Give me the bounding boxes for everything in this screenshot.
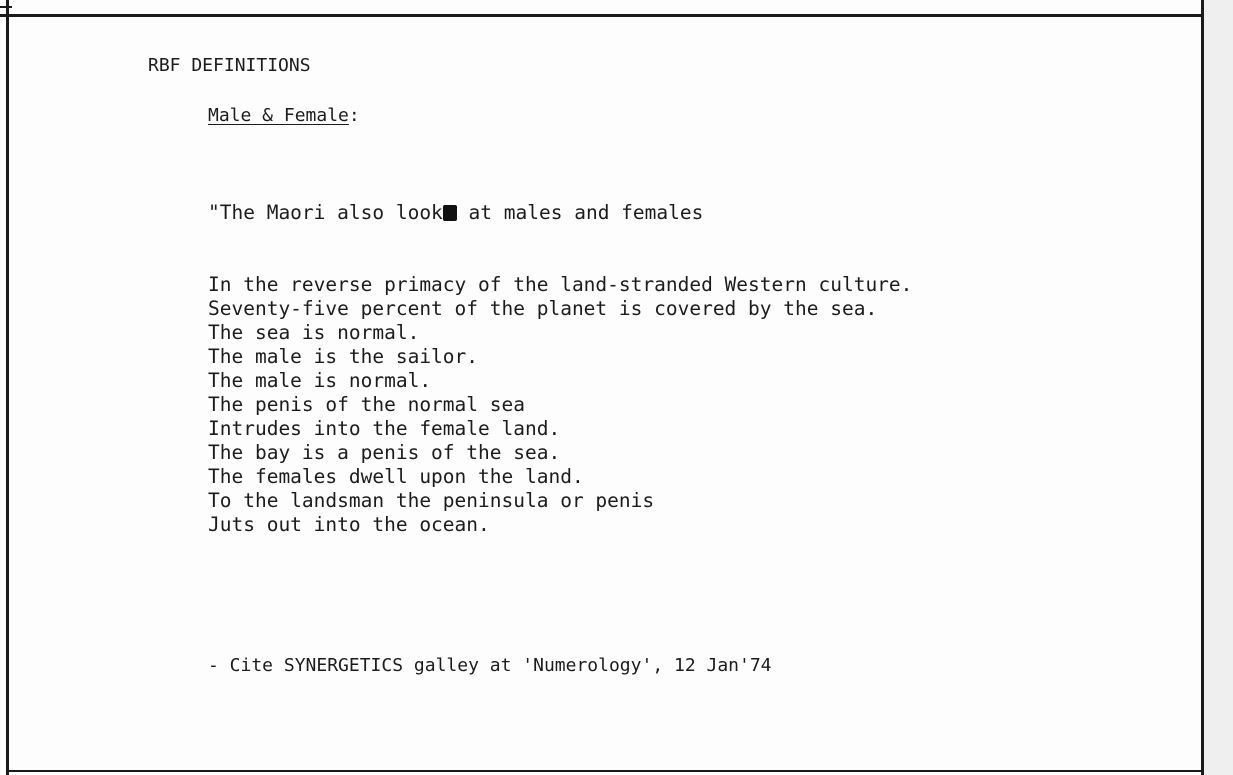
poem-line: The bay is a penis of the sea. bbox=[208, 441, 561, 464]
poem-line: The male is the sailor. bbox=[208, 345, 479, 368]
section-heading bbox=[208, 104, 360, 128]
section-heading-label: Male & Female bbox=[208, 105, 349, 126]
poem-line: To the landsman the peninsula or penis bbox=[208, 489, 655, 512]
poem-line: The females dwell upon the land. bbox=[208, 465, 584, 488]
citation-line: - Cite SYNERGETICS galley at 'Numerology', 12 Jan'74 bbox=[208, 655, 772, 676]
poem-line: Juts out into the ocean. bbox=[208, 513, 490, 536]
poem-line: Intrudes into the female land. bbox=[208, 417, 561, 440]
poem-line: The sea is normal. bbox=[208, 321, 420, 344]
poem-line: In the reverse primacy of the land-stranded Western culture. bbox=[208, 273, 913, 296]
poem-line: Seventy-five percent of the planet is covered by the sea. bbox=[208, 297, 878, 320]
top-border bbox=[0, 14, 1204, 17]
poem-line-start: "The Maori also look bbox=[208, 201, 443, 224]
section-heading-colon: : bbox=[348, 105, 360, 126]
page-title: RBF DEFINITIONS bbox=[148, 55, 311, 76]
poem-line: The male is normal. bbox=[208, 369, 432, 392]
corner-tick bbox=[0, 6, 12, 8]
left-border bbox=[6, 0, 9, 775]
poem-text bbox=[208, 153, 912, 537]
bottom-border bbox=[6, 770, 1204, 772]
poem-line: The penis of the normal sea bbox=[208, 393, 525, 416]
poem-line bbox=[208, 201, 912, 225]
ink-blot bbox=[443, 205, 457, 221]
poem-line-end: at males and females bbox=[456, 201, 704, 224]
right-border bbox=[1201, 0, 1204, 775]
right-margin bbox=[1204, 0, 1233, 775]
